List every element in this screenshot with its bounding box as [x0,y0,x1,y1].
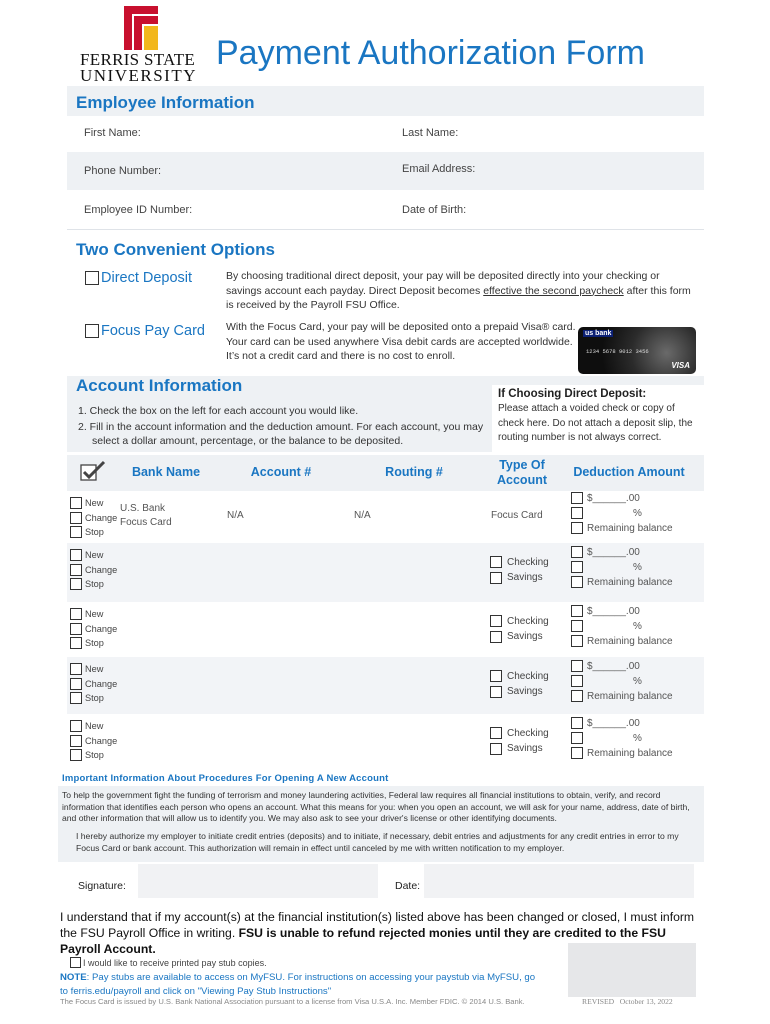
status-checkbox[interactable] [70,735,82,747]
important-text: To help the government fight the funding of terrorism and money laundering activities, Federal law requires all financial institutions to obtain, verify, and record information that identifies each person who opens an account. What this means for you: when you open an account, we will ask for your name, address, date of birth, and other information that will allow us to identify you. We may also ask to see your driver's license or other identifying documents. [62,790,690,823]
status-checkbox[interactable] [70,678,82,690]
note-text: : Pay stubs are available to access on MyFSU. For instructions on accessing your paystub via MyFSU, go to ferris.edu/payroll and click on "Viewing Pay Stub Instructions" [60,972,536,997]
status-option-label: Stop [85,579,104,589]
focus-card-label: Focus Pay Card [101,323,205,339]
status-checkbox[interactable] [70,578,82,590]
account-type-option[interactable] [490,631,543,643]
account-type-checkbox[interactable] [490,556,502,568]
amount-dollar-label: $______.00 [587,605,640,617]
note-label: NOTE [60,972,87,983]
amount-percent-checkbox[interactable] [571,507,583,519]
amount-balance-option[interactable] [571,635,673,647]
paystub-note [60,971,540,999]
amount-dollar-label: $______.00 [587,546,640,558]
amount-percent-label: % [633,732,642,744]
options-section-title: Two Convenient Options [76,240,275,259]
amount-percent-option[interactable] [571,561,642,573]
status-option-label: New [85,664,104,674]
amount-balance-label: Remaining balance [587,635,673,647]
signature-field[interactable] [138,864,378,898]
amount-dollar-label: $______.00 [587,717,640,729]
amount-balance-option[interactable] [571,747,673,759]
status-option[interactable] [70,692,104,704]
status-option[interactable] [70,564,117,576]
table-row [67,543,704,602]
direct-deposit-text-1: By choosing traditional direct deposit, your pay will be deposited directly into your checking or savings account each payday. Direct Deposit becomes [226,270,660,297]
status-checkbox[interactable] [70,720,82,732]
card-bank-logo: us bank [585,330,612,337]
page-title: Payment Authorization Form [216,34,645,72]
status-checkbox[interactable] [70,564,82,576]
account-type-label: Savings [507,743,543,754]
status-checkbox[interactable] [70,526,82,538]
status-option[interactable] [70,608,103,620]
direct-deposit-checkbox[interactable] [85,271,99,285]
account-type-checkbox[interactable] [490,572,502,584]
dob-label: Date of Birth: [402,204,467,216]
direct-deposit-label: Direct Deposit [101,270,193,286]
account-type-option[interactable] [490,572,543,584]
status-option[interactable] [70,749,104,761]
account-type-label: Savings [507,686,543,697]
ferris-logo-icon [124,6,158,50]
status-option-label: New [85,609,104,619]
status-option-label: Stop [85,638,104,648]
account-type-option[interactable] [490,727,549,739]
amount-percent-checkbox[interactable] [571,675,583,687]
focus-card-option[interactable] [85,323,205,339]
fine-print: The Focus Card is issued by U.S. Bank National Association pursuant to a license from Visa U.S.A. Inc. Member FDIC. © 2014 U.S. Bank. [60,997,525,1006]
bank-name-value: U.S. Bank Focus Card [120,503,172,528]
table-row [67,714,704,764]
direct-deposit-description [226,269,698,313]
status-option-label: Change [85,512,118,523]
direct-deposit-option[interactable] [85,270,192,286]
account-type-checkbox[interactable] [490,631,502,643]
amount-balance-label: Remaining balance [587,522,673,534]
important-heading: Important Information About Procedures For Opening A New Account [62,773,389,784]
amount-percent-option[interactable] [571,507,642,519]
amount-balance-checkbox[interactable] [571,635,583,647]
status-option[interactable] [70,678,117,690]
employee-section-title: Employee Information [76,93,255,112]
authorize-text: I hereby authorize my employer to initiate credit entries (deposits) and to initiate, if necessary, debit entries and adjustments for any credit entries in error to my Focus Card or bank account. This authorization will remain in effect until canceled by me with written notification to my employer. [76,831,679,853]
amount-percent-option[interactable] [571,675,642,687]
status-option[interactable] [70,512,117,524]
logo [80,6,210,85]
card-number: 1234 5678 9012 3456 [586,348,649,355]
status-checkbox[interactable] [70,608,82,620]
account-number-value: N/A [227,510,244,521]
account-type-label: Savings [507,631,543,642]
amount-percent-label: % [633,675,642,687]
amount-dollar-checkbox[interactable] [571,546,583,558]
account-type-option[interactable] [490,743,543,755]
phone-label: Phone Number: [84,165,162,177]
account-type-checkbox[interactable] [490,670,502,682]
account-type-checkbox[interactable] [490,686,502,698]
employee-id-label: Employee ID Number: [84,204,193,216]
amount-percent-label: % [633,507,642,519]
account-instruction-1: 1. Check the box on the left for each account you would like. [78,405,359,417]
stub-copies-option[interactable] [70,957,267,968]
amount-balance-checkbox[interactable] [571,747,583,759]
date-label: Date: [395,880,421,892]
status-option[interactable] [70,497,103,509]
account-section-title: Account Information [76,376,243,395]
amount-dollar-option[interactable] [571,546,640,558]
account-type-label: Savings [507,572,543,583]
check-all-icon [80,460,106,487]
focus-card-description: With the Focus Card, your pay will be deposited onto a prepaid Visa® card. Your card can be used anywhere Visa debit cards are accepted worldwide. It’s not a credit card and there is no cost to enroll. [226,321,576,362]
status-option[interactable] [70,578,104,590]
amount-balance-checkbox[interactable] [571,522,583,534]
amount-dollar-checkbox[interactable] [571,605,583,617]
revised-date: REVISED October 13, 2022 [582,997,673,1006]
status-option-label: Stop [85,750,104,760]
account-type-value: Focus Card [491,510,543,521]
status-option-label: Change [85,735,118,746]
amount-balance-option[interactable] [571,576,673,588]
amount-dollar-option[interactable] [571,660,640,672]
status-option[interactable] [70,549,103,561]
routing-number-value: N/A [354,510,371,521]
column-bank-name: Bank Name [131,465,201,479]
status-option-label: New [85,498,104,508]
account-type-label: Checking [507,556,549,568]
focus-card-checkbox[interactable] [85,324,99,338]
status-option[interactable] [70,526,104,538]
status-checkbox[interactable] [70,497,82,509]
amount-dollar-label: $______.00 [587,660,640,672]
employee-section-border [67,229,704,230]
amount-balance-checkbox[interactable] [571,690,583,702]
amount-dollar-checkbox[interactable] [571,717,583,729]
status-option-label: New [85,721,104,731]
table-row [67,491,704,543]
account-type-label: Checking [507,727,549,739]
column-deduction-amount: Deduction Amount [573,465,685,479]
visa-card-image [578,327,696,374]
account-type-label: Checking [507,615,549,627]
amount-percent-checkbox[interactable] [571,732,583,744]
account-type-option[interactable] [490,556,549,568]
status-checkbox[interactable] [70,749,82,761]
direct-deposit-effective: effective the second paycheck [483,284,624,297]
amount-dollar-option[interactable] [571,605,640,617]
amount-balance-option[interactable] [571,522,673,534]
dd-heading: If Choosing Direct Deposit: [498,388,647,400]
status-option[interactable] [70,720,103,732]
amount-percent-checkbox[interactable] [571,620,583,632]
account-instruction-2: 2. Fill in the account information and the deduction amount. For each account, you may select a dollar amount, percentage, or the balance to be deposited. [78,421,484,447]
column-routing-number: Routing # [385,465,443,479]
account-type-option[interactable] [490,686,543,698]
status-option[interactable] [70,623,117,635]
last-name-label: Last Name: [402,127,459,139]
email-label: Email Address: [402,163,476,175]
footer-gray-box [568,943,696,997]
status-checkbox[interactable] [70,637,82,649]
amount-balance-label: Remaining balance [587,747,673,759]
amount-dollar-option[interactable] [571,717,640,729]
column-account-number: Account # [250,465,312,479]
amount-balance-checkbox[interactable] [571,576,583,588]
closure-notice-bold: FSU is unable to refund rejected monies until they are credited to the FSU Payroll Account. [60,926,666,956]
amount-dollar-option[interactable] [571,492,640,504]
column-type-of-account: Type Of Account [497,458,547,487]
status-option-label: Stop [85,693,104,703]
amount-dollar-checkbox[interactable] [571,660,583,672]
status-checkbox[interactable] [70,623,82,635]
table-row [67,657,704,714]
logo-line-2: UNIVERSITY [80,66,197,85]
account-type-checkbox[interactable] [490,615,502,627]
status-checkbox[interactable] [70,549,82,561]
status-option-label: Change [85,678,118,689]
status-checkbox[interactable] [70,692,82,704]
table-row [67,602,704,657]
status-checkbox[interactable] [70,512,82,524]
status-option-label: Change [85,564,118,575]
account-type-option[interactable] [490,615,549,627]
employee-row-band [67,152,704,190]
status-option[interactable] [70,663,103,675]
date-field[interactable] [424,864,694,898]
status-option-label: Change [85,623,118,634]
status-option-label: Stop [85,527,104,537]
logo-line-1: FERRIS STATE [80,50,196,69]
amount-percent-label: % [633,620,642,632]
card-visa-logo: VISA [671,361,690,370]
amount-percent-label: % [633,561,642,573]
amount-balance-label: Remaining balance [587,576,673,588]
stub-copies-label: I would like to receive printed pay stub copies. [83,957,267,968]
dd-text: Please attach a voided check or copy of check here. Do not attach a deposit slip, the routing number is not always correct. [498,403,693,443]
status-checkbox[interactable] [70,663,82,675]
status-option-label: New [85,550,104,560]
amount-balance-label: Remaining balance [587,690,673,702]
amount-dollar-checkbox[interactable] [571,492,583,504]
amount-balance-option[interactable] [571,690,673,702]
amount-percent-option[interactable] [571,732,642,744]
closure-notice-text: I understand that if my account(s) at the financial institution(s) listed above has been changed or closed, I must inform the FSU Payroll Office in writing. [60,910,695,940]
first-name-label: First Name: [84,127,141,139]
direct-deposit-text-2: after this form is received by the Payroll FSU Office. [226,284,691,311]
account-type-checkbox[interactable] [490,727,502,739]
account-type-label: Checking [507,670,549,682]
stub-copies-checkbox[interactable] [70,957,81,968]
account-type-checkbox[interactable] [490,743,502,755]
account-type-option[interactable] [490,670,549,682]
status-option[interactable] [70,637,104,649]
amount-dollar-label: $______.00 [587,492,640,504]
amount-percent-checkbox[interactable] [571,561,583,573]
status-option[interactable] [70,735,117,747]
signature-label: Signature: [78,880,126,892]
amount-percent-option[interactable] [571,620,642,632]
